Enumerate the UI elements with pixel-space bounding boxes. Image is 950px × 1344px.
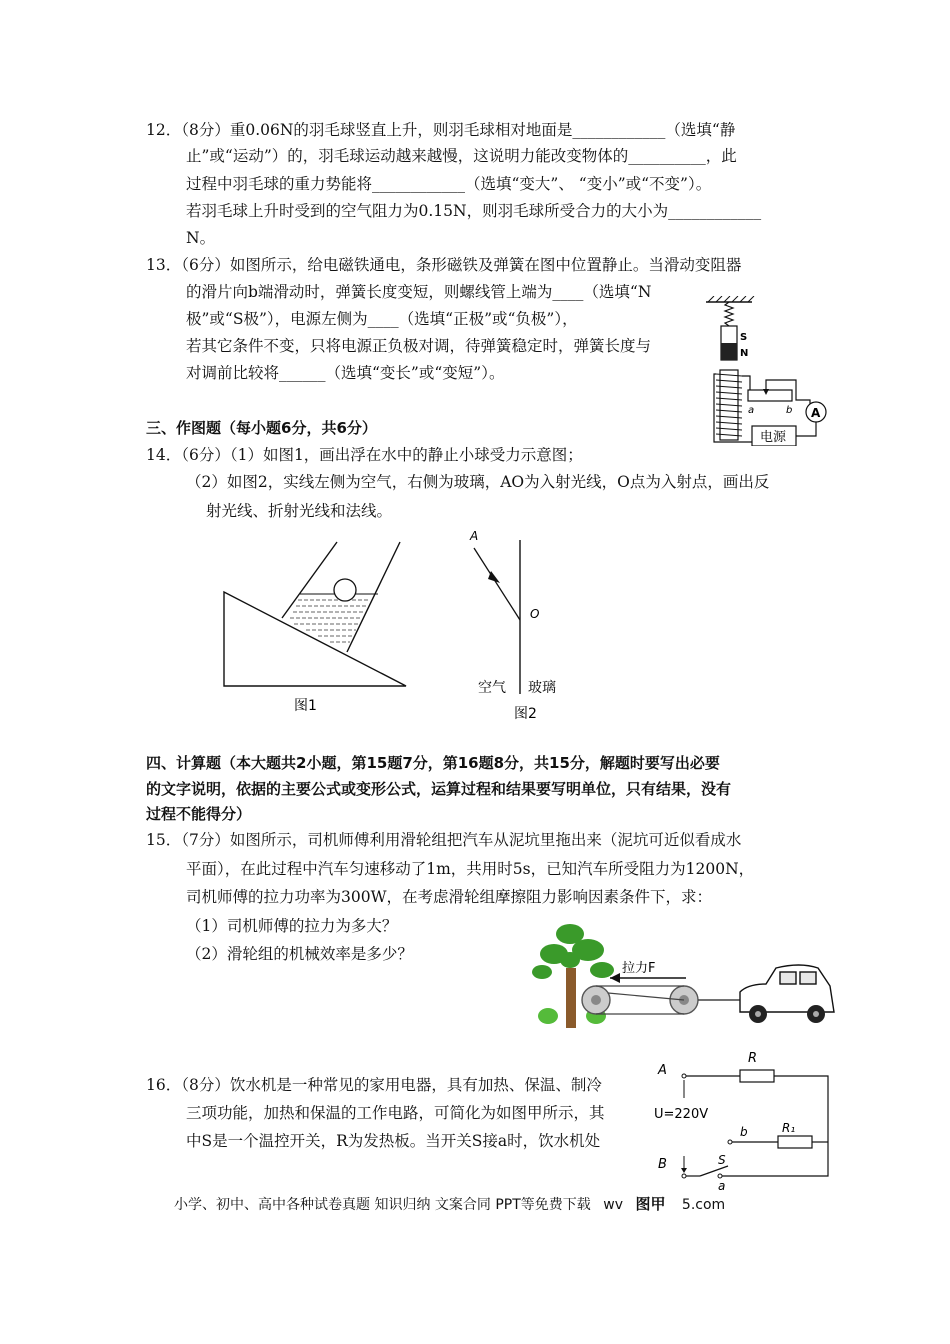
rheostat-b-label: b bbox=[786, 405, 793, 416]
footer-com: 5.com bbox=[681, 1197, 726, 1213]
q13-line-2: 的滑片向b端滑动时，弹簧长度变短，则螺线管上端为____（选填“N bbox=[186, 283, 652, 301]
section-4-line-3: 过程不能得分） bbox=[146, 805, 252, 823]
water-dispenser-circuit bbox=[648, 1046, 838, 1192]
figure-1 bbox=[218, 538, 418, 720]
q16-line-1: 16．（8分）饮水机是一种常见的家用电器，具有加热、保温、制冷 bbox=[146, 1076, 602, 1094]
q13-line-1: 13．（6分）如图所示，给电磁铁通电，条形磁铁及弹簧在图中位置静止。当滑动变阻器 bbox=[146, 256, 742, 274]
electromagnet-figure bbox=[700, 296, 835, 446]
ray-point-a: A bbox=[470, 529, 479, 543]
q15-line-3: 司机师傅的拉力功率为300W，在考虑滑轮组摩擦阻力影响因素条件下，求： bbox=[186, 888, 713, 906]
air-label: 空气 bbox=[478, 680, 506, 696]
voltage-label: U=220V bbox=[654, 1107, 709, 1122]
incidence-point-o: O bbox=[530, 607, 540, 621]
footer-text: 小学、初中、高中各种试卷真题 知识归纳 文案合同 PPT等免费下载 bbox=[174, 1197, 591, 1213]
glass-label: 玻璃 bbox=[528, 680, 556, 696]
switch-s-label: S bbox=[718, 1153, 726, 1167]
resistor-r-label: R bbox=[748, 1051, 758, 1066]
contact-b-label: b bbox=[740, 1125, 748, 1139]
magnet-s-label: S bbox=[740, 332, 748, 343]
figure-jia-label: 图甲 bbox=[635, 1195, 666, 1213]
q15-line-4: （1）司机师傅的拉力为多大？ bbox=[186, 917, 398, 935]
footer-w: wv bbox=[603, 1197, 623, 1213]
q15-line-5: （2）滑轮组的机械效率是多少？ bbox=[186, 945, 413, 963]
q14-line-2: （2）如图2，实线左侧为空气，右侧为玻璃，AO为入射光线，O点为入射点，画出反 bbox=[186, 473, 770, 491]
rheostat-a-label: a bbox=[748, 405, 755, 416]
section-4-line-1: 四、计算题（本大题共2小题，第15题7分，第16题8分，共15分，解题时要写出必要 bbox=[146, 754, 720, 772]
q13-line-4: 若其它条件不变，只将电源正负极对调，待弹簧稳定时，弹簧长度与 bbox=[186, 337, 652, 355]
q12-line-3: 过程中羽毛球的重力势能将____________（选填“变大”、 “变小”或“不变”）。 bbox=[186, 175, 712, 193]
resistor-r1-label: R₁ bbox=[782, 1121, 796, 1135]
section-3-title: 三、作图题（每小题6分，共6分） bbox=[146, 419, 377, 437]
q13-line-3: 极”或“S极”），电源左侧为____（选填“正极”或“负极”）， bbox=[186, 310, 578, 328]
figure-2-caption: 图2 bbox=[514, 706, 537, 722]
q12-line-4: 若羽毛球上升时受到的空气阻力为0.15N，则羽毛球所受合力的大小为____________ bbox=[186, 202, 762, 220]
ammeter-label: A bbox=[811, 406, 821, 420]
q13-line-5: 对调前比较将______（选填“变长”或“变短”）。 bbox=[186, 364, 505, 382]
power-source-label: 电源 bbox=[760, 430, 787, 445]
figure-2 bbox=[460, 526, 580, 724]
node-b-label: B bbox=[658, 1157, 667, 1172]
pull-force-label: 拉力F bbox=[622, 961, 656, 976]
node-a-label: A bbox=[658, 1063, 667, 1078]
q15-line-1: 15．（7分）如图所示，司机师傅利用滑轮组把汽车从泥坑里拖出来（泥坑可近似看成水 bbox=[146, 831, 742, 849]
q12-line-1: 12．（8分）重0.06N的羽毛球竖直上升，则羽毛球相对地面是____________（选填“静 bbox=[146, 121, 736, 139]
q12-line-2: 止”或“运动”）的，羽毛球运动越来越慢，这说明力能改变物体的__________，此 bbox=[186, 147, 737, 165]
section-4-line-2: 的文字说明，依据的主要公式或变形公式，运算过程和结果要写明单位，只有结果，没有 bbox=[146, 780, 732, 798]
q16-line-2: 三项功能，加热和保温的工作电路，可简化为如图甲所示，其 bbox=[186, 1104, 605, 1122]
magnet-n-label: N bbox=[740, 348, 749, 359]
q14-line-3: 射光线、折射光线和法线。 bbox=[206, 502, 393, 520]
contact-a-label: a bbox=[718, 1179, 726, 1192]
q14-line-1: 14．（6分）（1）如图1，画出浮在水中的静止小球受力示意图； bbox=[146, 446, 583, 464]
q16-line-3: 中S是一个温控开关，R为发热板。当开关S接a时，饮水机处 bbox=[186, 1132, 601, 1150]
q12-line-5: N。 bbox=[186, 229, 216, 247]
q15-line-2: 平面），在此过程中汽车匀速移动了1m，共用时5s，已知汽车所受阻力为1200N， bbox=[186, 860, 755, 878]
figure-1-caption: 图1 bbox=[294, 698, 317, 714]
footer bbox=[174, 1193, 725, 1214]
pulley-car-figure bbox=[518, 920, 838, 1032]
